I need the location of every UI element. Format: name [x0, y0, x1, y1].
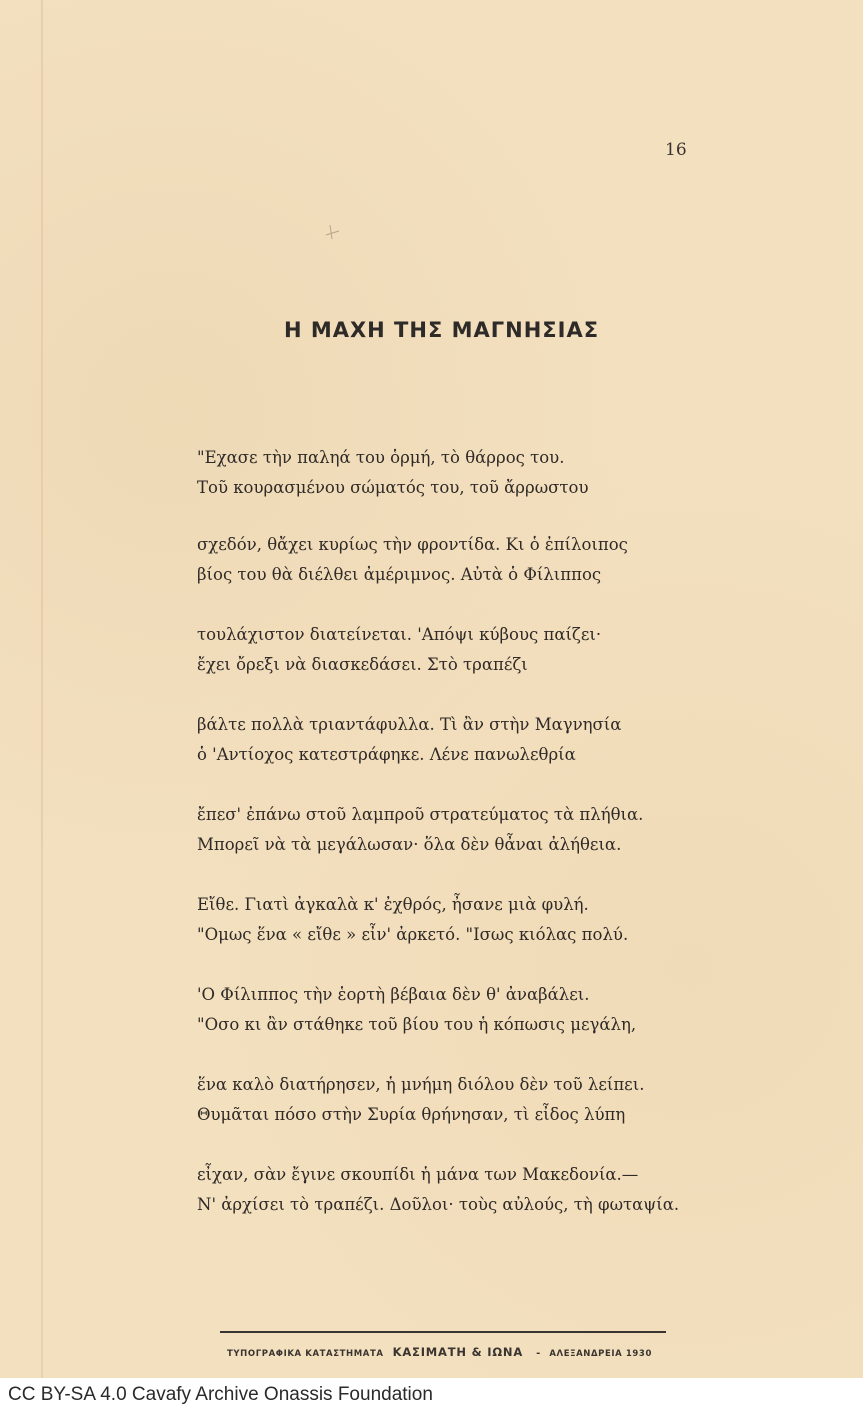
poem-title: Η ΜΑΧΗ ΤΗΣ ΜΑΓΝΗΣΙΑΣ: [283, 318, 600, 342]
stanza: [197, 530, 757, 590]
poem-line: βάλτε πολλὰ τριαντάφυλλα. Τὶ ἂν στὴν Μαγνησία: [197, 715, 622, 734]
poem-line: βίος του θὰ διέλθει ἀμέριμνος. Αὐτὰ ὁ Φίλιππος: [197, 565, 602, 584]
poem-line: Ν' ἀρχίσει τὸ τραπέζι. Δοῦλοι· τοὺς αὐλούς, τὴ φωταψία.: [197, 1195, 680, 1214]
printer-label: ΤΥΠΟΓΡΑΦΙΚΑ ΚΑΤΑΣΤΗΜΑΤΑ: [227, 1349, 384, 1359]
poem-line: ἔπεσ' ἐπάνω στοῦ λαμπροῦ στρατεύματος τὰ πλήθια.: [197, 805, 644, 824]
poem-line: "Εχασε τὴν παληά του ὁρμή, τὸ θάρρος του.: [197, 448, 565, 467]
stanza: [197, 1070, 757, 1130]
license-credit: CC BY-SA 4.0 Cavafy Archive Onassis Foundation: [8, 1384, 433, 1405]
stanza: [197, 710, 757, 770]
page-fold-line: [41, 0, 43, 1378]
stanza: [197, 800, 757, 860]
printer-imprint: [0, 1341, 863, 1360]
poem-line: τουλάχιστον διατείνεται. 'Απόψι κύβους παίζει·: [197, 625, 602, 644]
stanza: [197, 443, 757, 503]
poem-line: "Οσο κι ἂν στάθηκε τοῦ βίου του ἡ κόπωσις μεγάλη,: [197, 1015, 637, 1034]
printer-place-year: ΑΛΕΞΑΝΔΡΕΙΑ 1930: [549, 1349, 652, 1359]
stanza: [197, 980, 757, 1040]
stanza: [197, 890, 757, 950]
printer-name: ΚΑΣΙΜΑΤΗ & ΙΩΝΑ: [392, 1345, 524, 1359]
poem-line: Τοῦ κουρασμένου σώματός του, τοῦ ἄρρωστου: [197, 478, 589, 497]
poem-line: εἶχαν, σὰν ἔγινε σκουπίδι ἡ μάνα των Μακεδονία.—: [197, 1165, 639, 1184]
poem-line: "Ομως ἕνα « εἴθε » εἶν' ἀρκετό. "Ισως κιόλας πολύ.: [197, 925, 629, 944]
poem-line: Μπορεῖ νὰ τὰ μεγάλωσαν· ὅλα δὲν θἆναι ἀλήθεια.: [197, 835, 622, 854]
stanza: [197, 1160, 757, 1220]
page-number: 16: [665, 140, 687, 160]
poem-line: 'Ο Φίλιππος τὴν ἑορτὴ βέβαια δὲν θ' ἀναβάλει.: [197, 985, 590, 1004]
printer-separator: -: [536, 1348, 541, 1359]
poem-line: ἕνα καλὸ διατήρησεν, ἡ μνήμη διόλου δὲν τοῦ λείπει.: [197, 1075, 645, 1094]
pencil-cross-mark: [322, 222, 342, 242]
poem-line: Εἴθε. Γιατὶ ἀγκαλὰ κ' ἐχθρός, ἦσανε μιὰ φυλή.: [197, 895, 589, 914]
poem-line: Θυμᾶται πόσο στὴν Συρία θρήνησαν, τὶ εἶδος λύπη: [197, 1105, 626, 1124]
poem-line: σχεδόν, θἄχει κυρίως τὴν φροντίδα. Κι ὁ ἐπίλοιπος: [197, 535, 628, 554]
poem-line: ὁ 'Αντίοχος κατεστράφηκε. Λένε πανωλεθρία: [197, 745, 576, 764]
footer-rule: [220, 1331, 666, 1333]
poem-line: ἔχει ὄρεξι νὰ διασκεδάσει. Στὸ τραπέζι: [197, 655, 528, 674]
stanza: [197, 620, 757, 680]
